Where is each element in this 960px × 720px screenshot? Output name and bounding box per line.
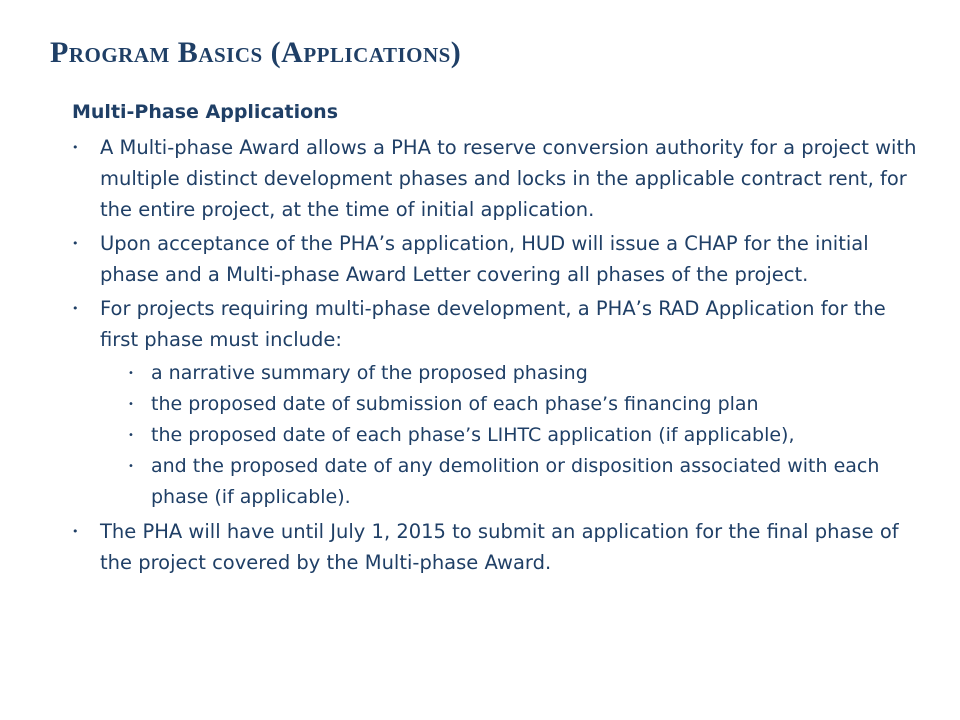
sub-bullet-item — [100, 389, 917, 420]
bullet-text: • Upon acceptance of the PHA’s application, HUD will issue a CHAP for the initial phase and a Multi-phase Award Letter covering all phases of the project. — [100, 232, 869, 286]
slide-title: Program Basics (Applications) — [50, 36, 462, 69]
sub-bullet-text: • a narrative summary of the proposed phasing — [151, 362, 588, 384]
sub-bullet-item — [100, 358, 917, 389]
section-heading: Multi-Phase Applications — [72, 101, 339, 123]
bullet-list — [72, 132, 917, 578]
bullet-item — [72, 132, 917, 225]
sub-bullet-text: • the proposed date of submission of each phase’s financing plan — [151, 393, 759, 415]
bullet-text: • For projects requiring multi-phase development, a PHA’s RAD Application for the first phase must include: — [100, 297, 886, 351]
bullet-item — [72, 516, 917, 578]
sub-bullet-item — [100, 420, 917, 451]
bullet-item — [72, 293, 917, 513]
sub-bullet-text: • and the proposed date of any demolition or disposition associated with each phase (if applicable). — [151, 455, 880, 508]
bullet-text: • A Multi-phase Award allows a PHA to reserve conversion authority for a project with multiple distinct development phases and locks in the applicable contract rent, for the entire project, at the time of initial application. — [100, 136, 917, 221]
sub-bullet-item — [100, 451, 917, 513]
bullet-text: • The PHA will have until July 1, 2015 to submit an application for the final phase of the project covered by the Multi-phase Award. — [100, 520, 899, 574]
sub-bullet-text: • the proposed date of each phase’s LIHTC application (if applicable), — [151, 424, 795, 446]
sub-bullet-list — [100, 358, 917, 513]
slide-content — [72, 100, 917, 581]
bullet-item — [72, 228, 917, 290]
